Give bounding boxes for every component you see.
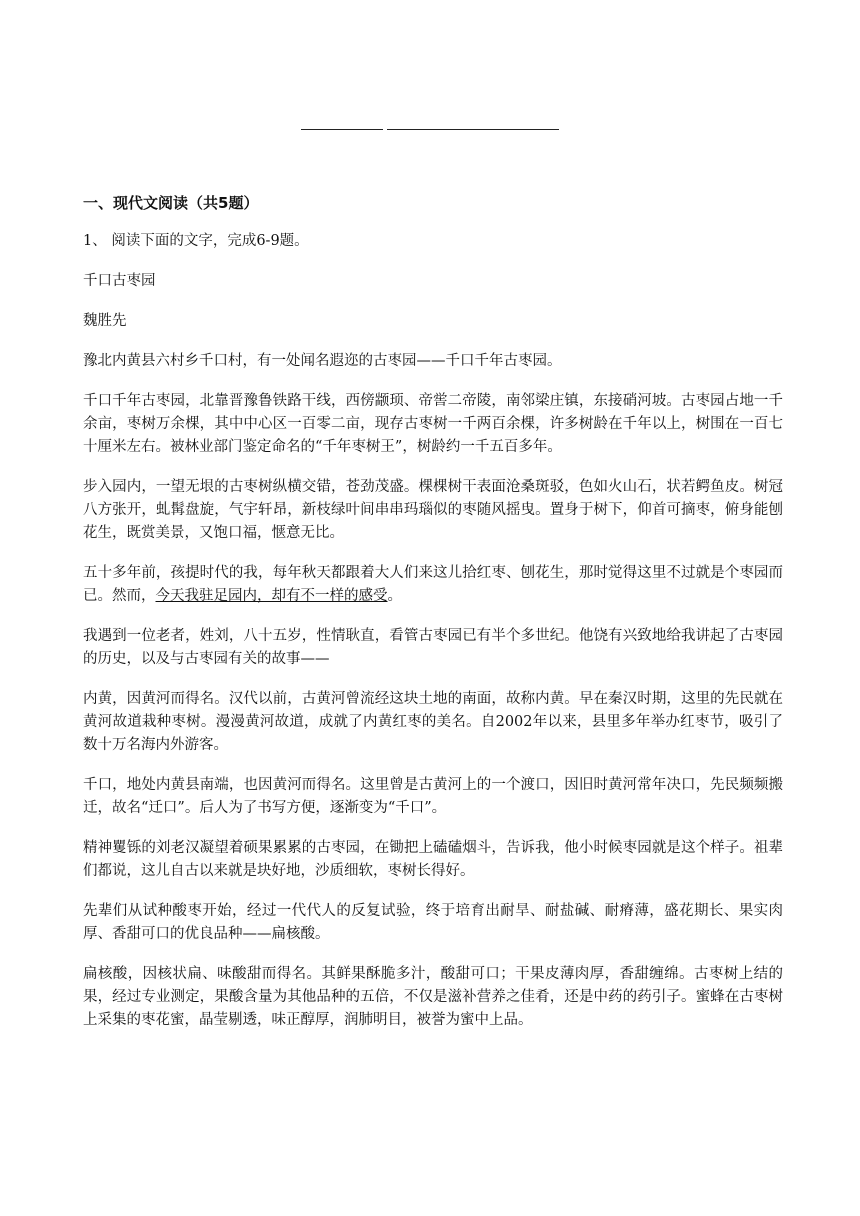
paragraph-9: 先辈们从试种酸枣开始，经过一代代人的反复试验，终于培育出耐旱、耐盐碱、耐瘠薄，盛花期长、果实肉厚、香甜可口的优良品种——扁核酸。 [83, 903, 783, 942]
paragraph-7: 千口，地处内黄县南端，也因黄河而得名。这里曾是古黄河上的一个渡口，因旧时黄河常年决口，先民频频搬迁，故名“迁口”。后人为了书写方便，逐渐变为“千口”。 [83, 777, 783, 816]
question-intro: 1、 阅读下面的文字，完成6-9题。 [83, 233, 309, 249]
paragraph-1: 豫北内黄县六村乡千口村，有一处闻名遐迩的古枣园——千口千年古枣园。 [83, 353, 562, 369]
article-title: 千口古枣园 [83, 273, 156, 289]
article-author: 魏胜先 [83, 313, 127, 329]
paragraph-4 [83, 562, 783, 608]
header-line-segment [387, 129, 559, 130]
paragraph-3: 步入园内，一望无垠的古枣树纵横交错，苍劲茂盛。棵棵树干表面沧桑斑驳，色如火山石，状若鳄鱼皮。树冠八方张开，虬髯盘旋，气宇轩昂，新枝绿叶间串串玛瑙似的枣随风摇曳。置身于树下，仰首可摘枣，俯身能刨花生，既赏美景，又饱口福，惬意无比。 [83, 479, 783, 541]
paragraph-4-text: 五十多年前，孩提时代的我，每年秋天都跟着大人们来这儿拾红枣、刨花生，那时觉得这里不过就是个枣园而已。然而， [83, 565, 783, 604]
paragraph-2: 千口千年古枣园，北靠晋豫鲁铁路干线，西傍颛顼、帝喾二帝陵，南邻梁庄镇，东接硝河坡。古枣园占地一千余亩，枣树万余棵，其中中心区一百零二亩，现存古枣树一千两百余棵，许多树龄在千年以上，树围在一百七十厘米左右。被林业部门鉴定命名的“千年枣树王”，树龄约一千五百多年。 [83, 393, 783, 455]
header-blank-line [301, 129, 559, 130]
paragraph-4-end: 。 [387, 588, 402, 604]
header-line-segment [301, 129, 383, 130]
paragraph-6: 内黄，因黄河而得名。汉代以前，古黄河曾流经这块土地的南面，故称内黄。早在秦汉时期，这里的先民就在黄河故道栽种枣树。漫漫黄河故道，成就了内黄红枣的美名。自2002年以来，县里多年举办红枣节，吸引了数十万名海内外游客。 [83, 691, 783, 753]
document-body [83, 192, 783, 1049]
section-heading: 一、现代文阅读（共5题） [83, 194, 259, 212]
paragraph-10: 扁核酸，因核状扁、味酸甜而得名。其鲜果酥脆多汁，酸甜可口；干果皮薄肉厚，香甜缠绵。古枣树上结的果，经过专业测定，果酸含量为其他品种的五倍，不仅是滋补营养之佳肴，还是中药的药引子。蜜蜂在古枣树上采集的枣花蜜，晶莹剔透，味正醇厚，润肺明目，被誉为蜜中上品。 [83, 966, 783, 1028]
underlined-sentence: 今天我驻足园内，却有不一样的感受 [155, 588, 388, 604]
paragraph-5: 我遇到一位老者，姓刘，八十五岁，性情耿直，看管古枣园已有半个多世纪。他饶有兴致地给我讲起了古枣园的历史，以及与古枣园有关的故事—— [83, 628, 783, 667]
paragraph-8: 精神矍铄的刘老汉凝望着硕果累累的古枣园，在锄把上磕磕烟斗，告诉我，他小时候枣园就是这个样子。祖辈们都说，这儿自古以来就是块好地，沙质细软，枣树长得好。 [83, 840, 783, 879]
